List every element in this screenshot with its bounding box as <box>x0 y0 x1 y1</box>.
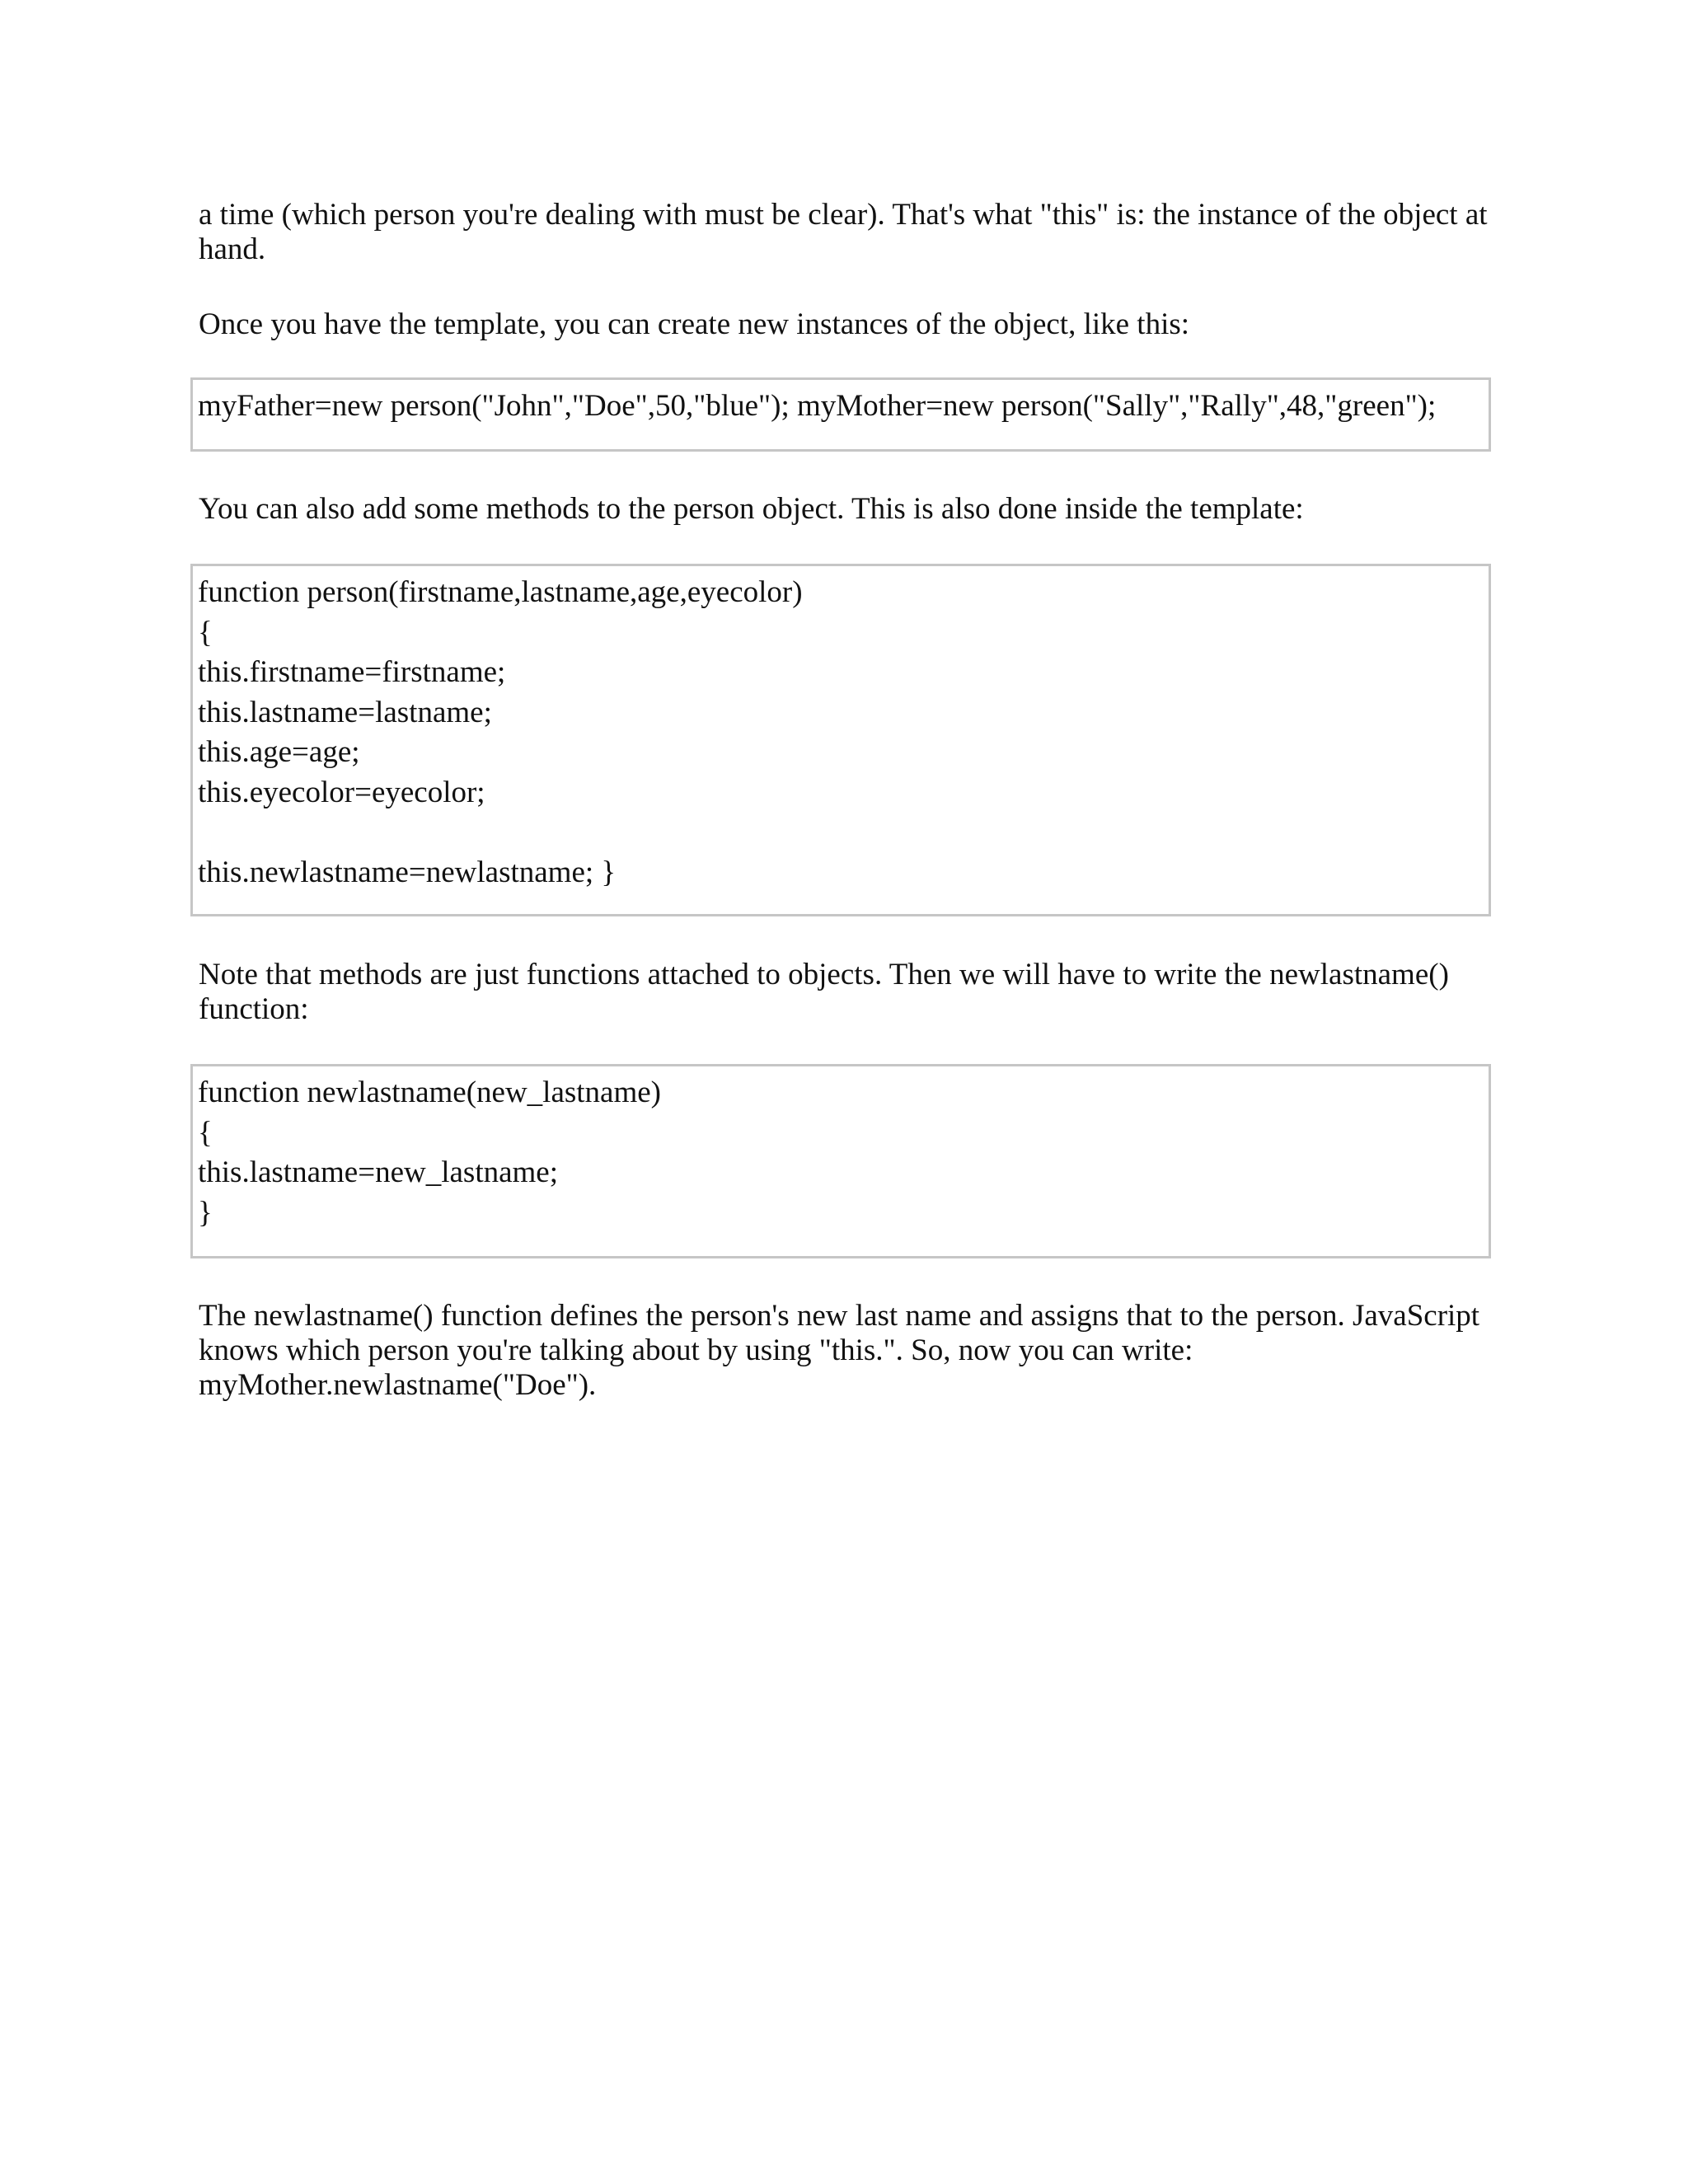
code-line: this.newlastname=newlastname; } <box>198 855 617 889</box>
paragraph-add-methods: You can also add some methods to the person object. This is also done inside the template: <box>199 492 1304 526</box>
code-line <box>198 813 1489 853</box>
paragraph-this-explanation: a time (which person you're dealing with must be clear). That's what "this" is: the instance of the object at hand. <box>199 198 1488 266</box>
code-line: myFather=new person("John","Doe",50,"blue"); myMother=new person("Sally","Rally",48,"green"); <box>198 389 1437 423</box>
code-line: this.lastname=lastname; <box>198 695 492 729</box>
code-line: this.age=age; <box>198 735 360 769</box>
code-block-newlastname-function <box>190 1064 1491 1258</box>
code-line: this.firstname=firstname; <box>198 655 506 689</box>
code-line: this.lastname=new_lastname; <box>198 1155 559 1189</box>
paragraph-newlastname-explanation: The newlastname() function defines the person's new last name and assigns that to the person. JavaScript knows which person you're talking about by using "this.". So, now you can write: myMother.newlastname("Doe"). <box>199 1299 1480 1402</box>
paragraph-methods-note: Note that methods are just functions attached to objects. Then we will have to write the newlastname() function: <box>199 958 1449 1026</box>
code-line: function person(firstname,lastname,age,eyecolor) <box>198 575 803 609</box>
code-block-instances <box>190 377 1491 452</box>
code-line: } <box>198 1195 213 1230</box>
code-line: { <box>198 615 213 649</box>
code-line: this.eyecolor=eyecolor; <box>198 775 485 809</box>
paragraph-create-instances: Once you have the template, you can create new instances of the object, like this: <box>199 307 1190 341</box>
code-block-person-template <box>190 564 1491 916</box>
code-line: function newlastname(new_lastname) <box>198 1076 661 1109</box>
code-line: { <box>198 1115 213 1150</box>
